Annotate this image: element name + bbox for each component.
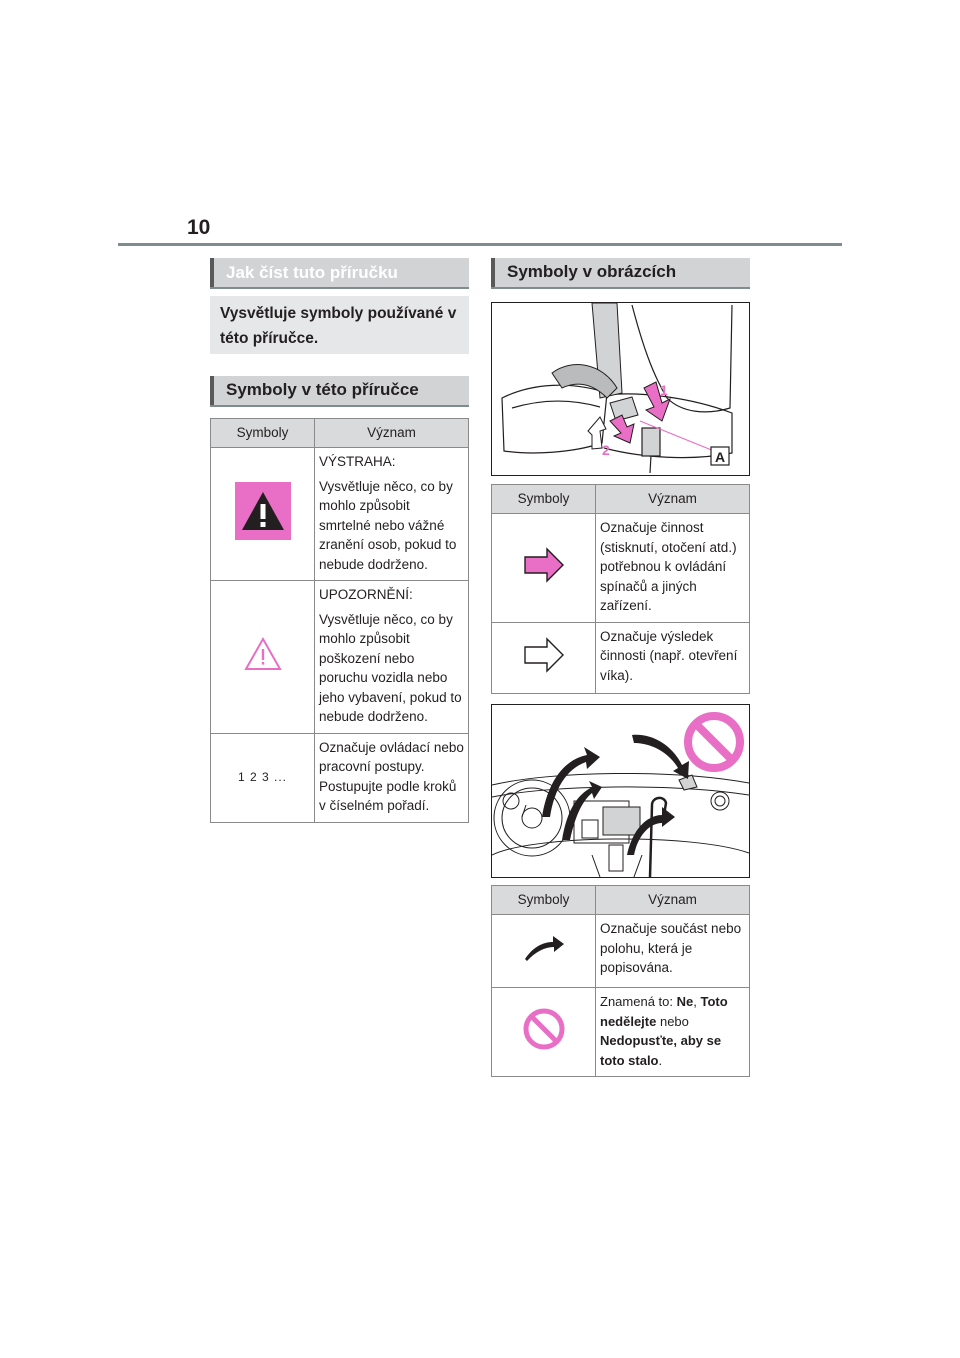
table-row xyxy=(492,915,750,988)
meaning-text: Označuje činnost (stisknutí, otočení atd.) potřebnou k ovládání spínačů a jiných zařízení. xyxy=(600,520,737,613)
warning-triangle-filled-icon xyxy=(235,482,291,540)
meaning-word-1: Ne xyxy=(676,994,694,1009)
meaning-end: . xyxy=(658,1052,663,1068)
col-header-symbol: Symboly xyxy=(492,886,596,915)
table-row xyxy=(211,448,469,581)
col-header-meaning: Význam xyxy=(315,419,469,448)
intro-box xyxy=(210,296,469,354)
symbol-cell xyxy=(492,622,596,693)
meaning-word-2: Toto nedělejte xyxy=(600,994,728,1029)
page-number: 10 xyxy=(187,216,211,239)
section-title-right: Symboly v obrázcích xyxy=(507,262,677,281)
table-row xyxy=(492,622,750,693)
section-title: Jak číst tuto příručku xyxy=(226,263,398,282)
meaning-cell xyxy=(596,622,750,693)
caution-triangle-outline-icon xyxy=(243,636,283,672)
pointer-arrows xyxy=(542,735,689,855)
meaning-prefix: Znamená to: xyxy=(600,994,677,1009)
prohibition-sign xyxy=(688,716,740,768)
callout-a: A xyxy=(715,449,726,465)
meaning-cell xyxy=(315,733,469,822)
meaning-title: VÝSTRAHA: xyxy=(319,454,396,469)
subsection-heading-left xyxy=(210,376,469,407)
action-arrow-2 xyxy=(610,415,634,443)
header-rule xyxy=(118,243,842,246)
symbols-table-right-1 xyxy=(491,484,750,694)
col-header-meaning: Význam xyxy=(596,485,750,514)
col-header-symbol: Symboly xyxy=(211,419,315,448)
symbols-table-right-2 xyxy=(491,885,750,1077)
subheading-underline xyxy=(210,405,469,407)
meaning-text: Označuje výsledek činnosti (např. otevření víka). xyxy=(600,628,738,683)
col-header-meaning: Význam xyxy=(596,886,750,915)
result-arrow-outline-icon xyxy=(523,637,565,673)
symbol-cell xyxy=(492,915,596,988)
heading-underline xyxy=(491,287,750,289)
meaning-title: UPOZORNĚNÍ: xyxy=(319,587,413,602)
callout-2: 2 xyxy=(602,442,610,458)
meaning-text xyxy=(596,988,749,1076)
table-row xyxy=(492,514,750,623)
heading-underline xyxy=(210,287,469,289)
symbol-cell xyxy=(211,581,315,734)
table-row xyxy=(211,733,469,822)
dashboard-figure xyxy=(491,704,750,878)
dashboard-illustration xyxy=(492,705,749,877)
table-row xyxy=(492,988,750,1077)
callout-1: 1 xyxy=(660,382,668,398)
meaning-sep-1: , xyxy=(693,994,701,1009)
meaning-word-3: Nedopusťte, aby se toto stalo xyxy=(600,1033,722,1068)
meaning-text: Vysvětluje něco, co by mohlo způsobit poškození nebo poruchu vozidla nebo jeho vybavení, pokud to nebude dodrženo. xyxy=(319,611,462,724)
symbol-cell xyxy=(492,514,596,623)
seatbelt-figure xyxy=(491,302,750,476)
section-heading-left xyxy=(210,258,469,289)
col-header-symbol: Symboly xyxy=(492,485,596,514)
symbol-cell xyxy=(492,988,596,1077)
symbol-cell xyxy=(211,733,315,822)
prohibition-icon xyxy=(521,1006,567,1052)
meaning-text: Označuje součást nebo polohu, která je popisována. xyxy=(600,921,742,975)
section-heading-right xyxy=(491,258,750,289)
meaning-text: Vysvětluje něco, co by mohlo způsobit smrtelné nebo vážné zranění osob, pokud to nebude dodrženo. xyxy=(319,478,457,572)
meaning-cell xyxy=(596,988,750,1077)
symbol-cell xyxy=(211,448,315,581)
table-row xyxy=(211,581,469,734)
meaning-cell xyxy=(315,448,469,581)
curved-pointer-arrow-icon xyxy=(523,933,565,963)
seatbelt-illustration xyxy=(492,303,749,475)
meaning-cell xyxy=(315,581,469,734)
meaning-cell xyxy=(596,915,750,988)
intro-text: Vysvětluje symboly používané v této příručce. xyxy=(220,305,457,347)
meaning-text: Označuje ovládací nebo pracovní postupy. Postupujte podle kroků v číselném pořadí. xyxy=(319,739,464,813)
meaning-sep-2: nebo xyxy=(656,1013,689,1029)
symbols-table-left xyxy=(210,418,469,823)
meaning-cell xyxy=(596,514,750,623)
step-numbers-icon: 1 2 3 ... xyxy=(237,770,288,785)
subsection-title: Symboly v této příručce xyxy=(226,380,419,399)
action-arrow-pink-icon xyxy=(523,547,565,583)
